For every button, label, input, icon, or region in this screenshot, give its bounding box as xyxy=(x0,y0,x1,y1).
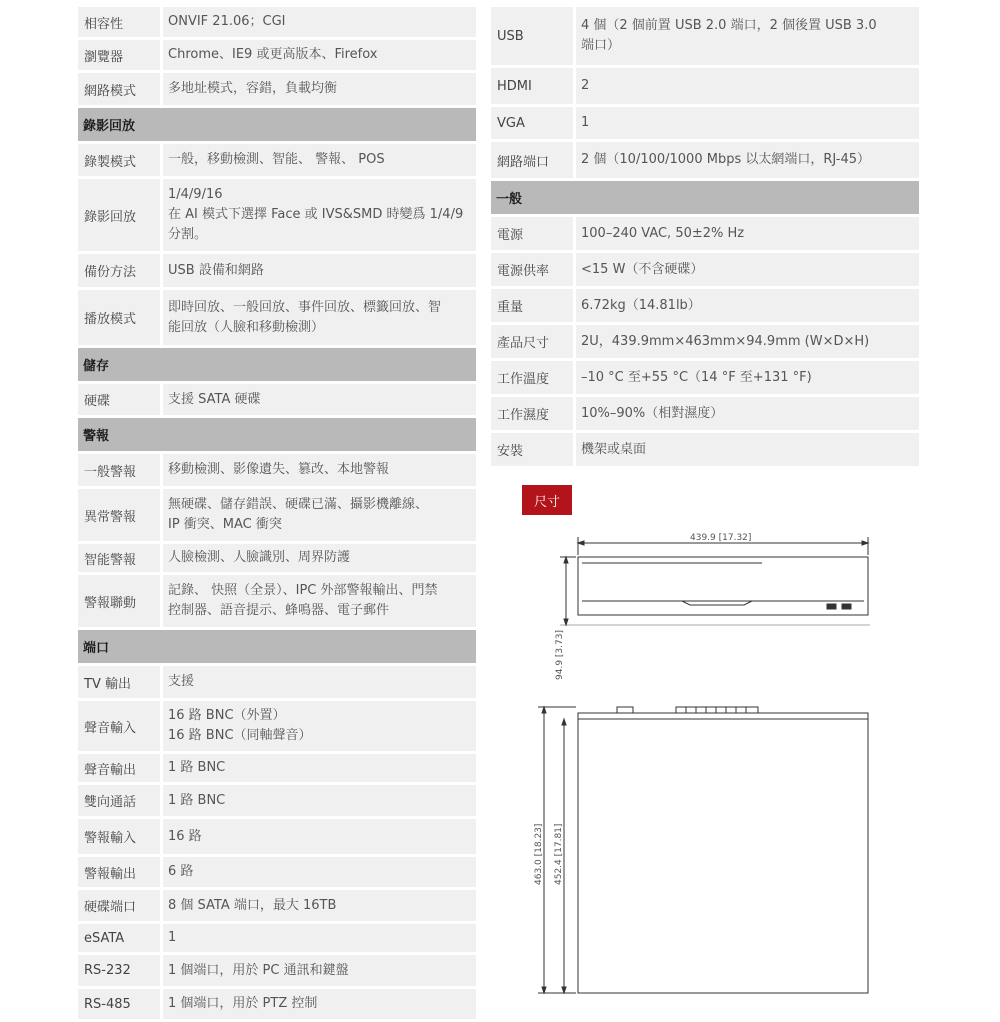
spec-value-line: 1 xyxy=(581,115,590,130)
spec-key: 工作溫度 xyxy=(491,361,573,394)
spec-value-line: 人臉檢測、人臉識別、周界防護 xyxy=(168,550,351,565)
spec-key: eSATA xyxy=(78,924,160,952)
spec-value-line: 1 路 BNC xyxy=(168,792,226,808)
spec-row xyxy=(78,955,476,986)
spec-value xyxy=(576,142,919,178)
spec-key: RS-232 xyxy=(78,955,160,986)
spec-value xyxy=(163,290,476,345)
spec-key: 工作濕度 xyxy=(491,397,573,430)
spec-row xyxy=(491,7,919,65)
spec-key: 警報輸入 xyxy=(78,819,160,854)
spec-value xyxy=(576,361,919,394)
spec-value xyxy=(576,7,919,65)
spec-key: HDMI xyxy=(491,68,573,104)
spec-row xyxy=(78,254,476,287)
spec-row xyxy=(78,754,476,782)
spec-row xyxy=(78,489,476,541)
spec-value xyxy=(163,144,476,176)
spec-key: VGA xyxy=(491,107,573,139)
spec-row xyxy=(491,142,919,178)
spec-row xyxy=(78,73,476,105)
spec-row xyxy=(78,384,476,415)
spec-value xyxy=(163,179,476,251)
spec-row xyxy=(491,433,919,466)
spec-row xyxy=(491,217,919,250)
spec-value-line: USB 設備和網路 xyxy=(168,262,264,278)
spec-row xyxy=(78,819,476,854)
spec-key: 聲音輸出 xyxy=(78,754,160,782)
spec-row xyxy=(78,857,476,887)
spec-row xyxy=(78,666,476,698)
spec-key: USB xyxy=(491,7,573,65)
spec-value xyxy=(163,575,476,627)
depth-label: 463.0 [18.23] xyxy=(534,823,544,885)
spec-value xyxy=(163,544,476,572)
spec-row xyxy=(491,361,919,394)
spec-value xyxy=(163,73,476,105)
height-label: 94.9 [3.73] xyxy=(555,630,565,680)
spec-value xyxy=(163,454,476,486)
spec-value-line: <15 W（不含硬碟） xyxy=(581,261,704,277)
spec-value-line: –10 °C 至+55 °C（14 °F 至+131 °F) xyxy=(581,369,812,385)
spec-value-line: 記錄、 快照（全景）、IPC 外部警報輸出、門禁 xyxy=(168,583,438,598)
width-label: 439.9 [17.32] xyxy=(690,533,752,543)
dimension-drawing xyxy=(530,525,890,1000)
spec-value xyxy=(576,397,919,430)
spec-key: 警報聯動 xyxy=(78,575,160,627)
spec-value-line: 4 個（2 個前置 USB 2.0 端口，2 個後置 USB 3.0 xyxy=(581,18,877,33)
spec-value-line: 一般，移動檢測、智能、 警報、 POS xyxy=(168,152,385,167)
spec-value-line: 1 個端口，用於 PC 通訊和鍵盤 xyxy=(168,962,349,978)
spec-value xyxy=(576,325,919,358)
spec-key: 網路端口 xyxy=(491,142,573,178)
spec-value-line: 6.72kg（14.81lb） xyxy=(581,297,701,313)
spec-value-line: 1 個端口，用於 PTZ 控制 xyxy=(168,996,318,1011)
spec-value xyxy=(576,289,919,322)
spec-value-line: 控制器、語音提示、蜂鳴器、電子郵件 xyxy=(168,603,390,618)
spec-value-line: 多地址模式，容錯，負載均衡 xyxy=(168,81,338,96)
front-view xyxy=(560,537,870,625)
spec-key: 電源 xyxy=(491,217,573,250)
spec-row xyxy=(78,924,476,952)
spec-key: 電源供率 xyxy=(491,253,573,286)
spec-row xyxy=(491,253,919,286)
spec-key: 錄影回放 xyxy=(78,179,160,251)
spec-value xyxy=(576,253,919,286)
spec-key: 硬碟 xyxy=(78,384,160,415)
spec-value xyxy=(163,785,476,816)
spec-value xyxy=(576,433,919,466)
spec-value-line: 1 xyxy=(168,930,177,945)
spec-value xyxy=(163,857,476,887)
spec-key: 重量 xyxy=(491,289,573,322)
spec-row xyxy=(78,290,476,345)
spec-key: 相容性 xyxy=(78,7,160,37)
spec-row xyxy=(491,107,919,139)
spec-row xyxy=(78,701,476,751)
spec-row xyxy=(491,397,919,430)
spec-value xyxy=(163,890,476,921)
spec-value-line: 6 路 xyxy=(168,864,194,879)
spec-value xyxy=(163,754,476,782)
dimensions-badge: 尺寸 xyxy=(522,485,572,515)
spec-key: 產品尺寸 xyxy=(491,325,573,358)
spec-value xyxy=(576,217,919,250)
spec-row xyxy=(78,144,476,176)
spec-value-line: 8 個 SATA 端口，最大 16TB xyxy=(168,897,337,913)
spec-value-line: 16 路 BNC（同軸聲音） xyxy=(168,728,312,743)
spec-value xyxy=(163,989,476,1019)
spec-value xyxy=(163,489,476,541)
spec-value-line: 16 路 BNC（外置） xyxy=(168,708,286,723)
spec-key: 聲音輸入 xyxy=(78,701,160,751)
spec-value-line: 2 個（10/100/1000 Mbps 以太網端口，RJ-45） xyxy=(581,152,870,167)
spec-key: 智能警報 xyxy=(78,544,160,572)
inner-depth-label: 452.4 [17.81] xyxy=(554,823,564,885)
spec-value-line: 支援 xyxy=(168,674,195,689)
spec-key: 錄製模式 xyxy=(78,144,160,176)
spec-value-line: ONVIF 21.06；CGI xyxy=(168,14,286,29)
spec-row xyxy=(78,989,476,1019)
spec-value-line: 2U，439.9mm×463mm×94.9mm (W×D×H) xyxy=(581,333,870,349)
spec-value-line: 端口） xyxy=(581,38,621,53)
spec-value-line: 在 AI 模式下選擇 Face 或 IVS&SMD 時變爲 1/4/9 xyxy=(168,207,464,222)
spec-row xyxy=(491,68,919,104)
spec-value-line: 100–240 VAC, 50±2% Hz xyxy=(581,225,745,241)
spec-key: TV 輸出 xyxy=(78,666,160,698)
spec-key: 異常警報 xyxy=(78,489,160,541)
section-header: 錄影回放 xyxy=(78,108,476,141)
spec-key: 播放模式 xyxy=(78,290,160,345)
spec-value xyxy=(576,107,919,139)
spec-value xyxy=(163,666,476,698)
spec-value-line: Chrome、IE9 或更高版本、Firefox xyxy=(168,47,378,62)
spec-value xyxy=(576,68,919,104)
section-header: 一般 xyxy=(491,181,919,214)
spec-key: RS-485 xyxy=(78,989,160,1019)
spec-value xyxy=(163,819,476,854)
spec-value xyxy=(163,40,476,70)
spec-value xyxy=(163,955,476,986)
spec-row xyxy=(78,575,476,627)
section-header: 端口 xyxy=(78,630,476,663)
spec-key: 硬碟端口 xyxy=(78,890,160,921)
spec-row xyxy=(78,40,476,70)
spec-key: 備份方法 xyxy=(78,254,160,287)
spec-row xyxy=(78,785,476,816)
spec-value-line: 能回放（人臉和移動檢測） xyxy=(168,319,325,335)
spec-value-line: 1 路 BNC xyxy=(168,760,226,775)
spec-key: 一般警報 xyxy=(78,454,160,486)
spec-value xyxy=(163,924,476,952)
spec-key: 瀏覽器 xyxy=(78,40,160,70)
spec-value-line: 即時回放、一般回放、事件回放、標籤回放、智 xyxy=(168,299,442,315)
spec-row xyxy=(78,7,476,37)
spec-table-left xyxy=(78,7,476,1022)
spec-table-right xyxy=(491,7,919,469)
spec-row xyxy=(491,325,919,358)
top-view xyxy=(538,707,868,993)
spec-value-line: IP 衝突、MAC 衝突 xyxy=(168,517,282,532)
spec-key: 網路模式 xyxy=(78,73,160,105)
spec-key: 雙向通話 xyxy=(78,785,160,816)
spec-value-line: 10%–90%（相對濕度） xyxy=(581,405,724,421)
spec-value xyxy=(163,701,476,751)
section-header: 儲存 xyxy=(78,348,476,381)
spec-key: 警報輸出 xyxy=(78,857,160,887)
spec-value xyxy=(163,7,476,37)
spec-key: 安裝 xyxy=(491,433,573,466)
spec-value-line: 2 xyxy=(581,78,590,93)
spec-value-line: 16 路 xyxy=(168,828,202,844)
spec-value-line: 1/4/9/16 xyxy=(168,187,223,202)
spec-value-line: 機架或桌面 xyxy=(581,441,647,457)
spec-row xyxy=(78,544,476,572)
section-header: 警報 xyxy=(78,418,476,451)
spec-value xyxy=(163,254,476,287)
spec-row xyxy=(491,289,919,322)
spec-value-line: 支援 SATA 硬碟 xyxy=(168,391,261,407)
spec-row xyxy=(78,890,476,921)
spec-row xyxy=(78,179,476,251)
spec-value-line: 移動檢測、影像遺失、篡改、本地警報 xyxy=(168,462,390,477)
spec-value xyxy=(163,384,476,415)
spec-value-line: 分割。 xyxy=(168,227,208,242)
spec-row xyxy=(78,454,476,486)
spec-value-line: 無硬碟、儲存錯誤、硬碟已滿、攝影機離線、 xyxy=(168,497,429,512)
